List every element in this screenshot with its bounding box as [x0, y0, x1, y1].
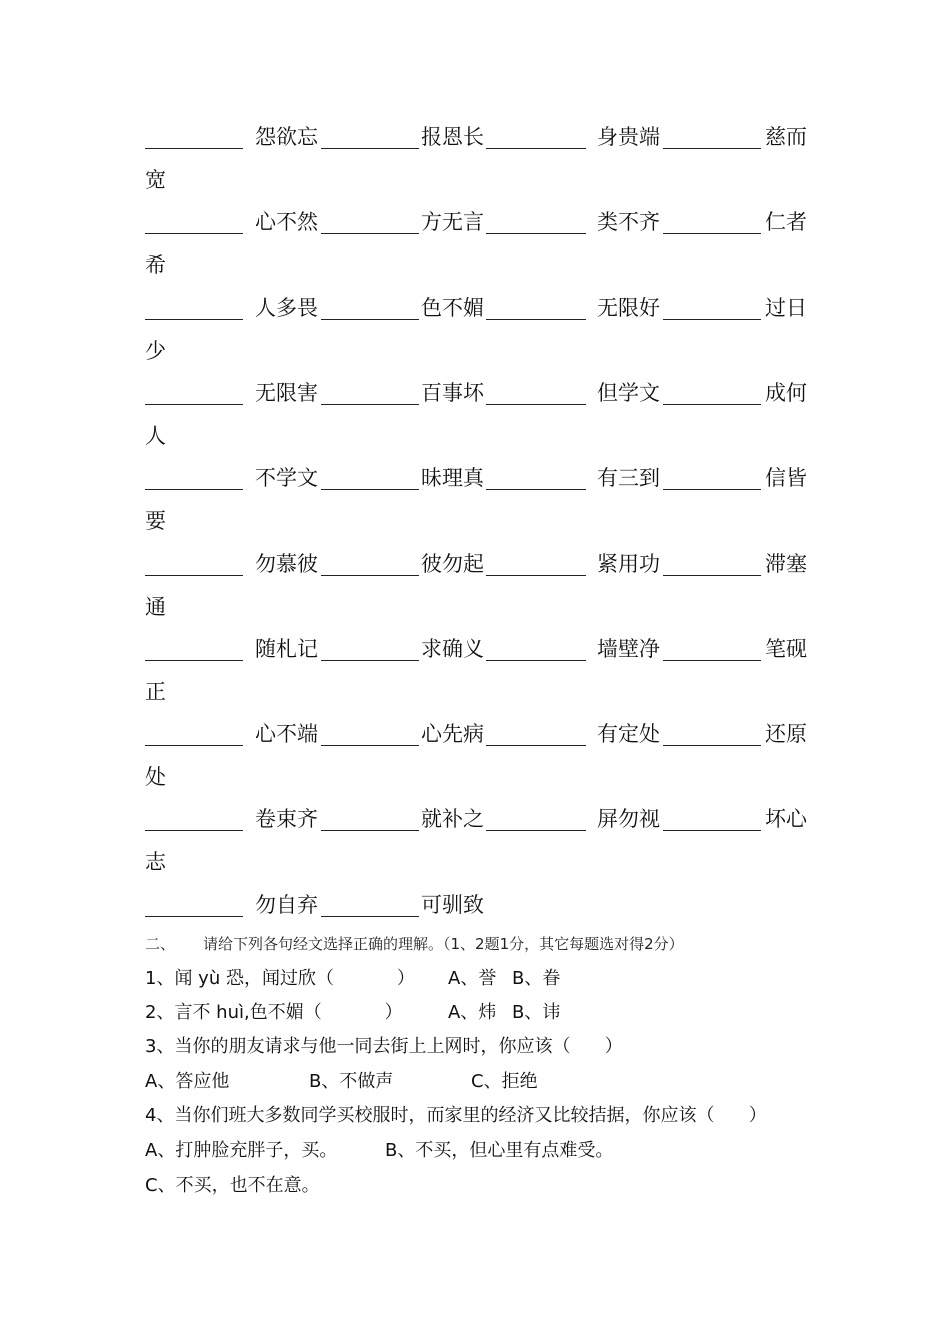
- fill-in-row: [145, 714, 815, 754]
- phrase-text: 报恩长: [421, 125, 484, 149]
- wrapped-char: 宽: [145, 168, 166, 192]
- answer-blank[interactable]: [486, 660, 586, 661]
- phrase-text: 仁者: [765, 210, 807, 234]
- question-2-option-b: B、讳: [512, 1002, 561, 1023]
- phrase-text: 成何: [765, 381, 807, 405]
- wrapped-char: 志: [145, 850, 166, 874]
- question-1-stem: 1、闻 yù 恐，闻过欣（ ）: [145, 968, 415, 989]
- phrase-text: 心不端: [255, 722, 318, 746]
- phrase-text: 可驯致: [421, 893, 484, 917]
- question-3-stem: 3、当你的朋友请求与他一同去街上上网时，你应该（ ）: [145, 1036, 623, 1057]
- answer-blank[interactable]: [145, 489, 243, 490]
- answer-blank[interactable]: [663, 660, 761, 661]
- question-3-option-a: A、答应他: [145, 1071, 230, 1092]
- answer-blank[interactable]: [321, 404, 419, 405]
- phrase-text: 无限好: [597, 296, 660, 320]
- answer-blank[interactable]: [486, 319, 586, 320]
- phrase-text: 心不然: [255, 210, 318, 234]
- phrase-text: 紧用功: [597, 552, 660, 576]
- phrase-text: 卷束齐: [255, 807, 318, 831]
- question-4: [145, 1101, 767, 1131]
- fill-in-row: [145, 117, 815, 157]
- answer-blank[interactable]: [145, 233, 243, 234]
- answer-blank[interactable]: [663, 233, 761, 234]
- answer-blank[interactable]: [321, 233, 419, 234]
- phrase-text: 不学文: [255, 466, 318, 490]
- fill-in-row: [145, 202, 815, 242]
- section-2-header: [145, 929, 684, 959]
- phrase-text: 身贵端: [597, 125, 660, 149]
- answer-blank[interactable]: [145, 830, 243, 831]
- phrase-text: 类不齐: [597, 210, 660, 234]
- question-4-option-b: B、不买，但心里有点难受。: [385, 1140, 614, 1161]
- phrase-text: 还原: [765, 722, 807, 746]
- fill-in-row: [145, 458, 815, 498]
- phrase-text: 色不媚: [421, 296, 484, 320]
- fill-in-row: [145, 288, 815, 328]
- section-2-title: 请给下列各句经文选择正确的理解。（1、2题1分，其它每题选对得2分）: [203, 935, 684, 953]
- answer-blank[interactable]: [486, 489, 586, 490]
- question-3-option-b: B、不做声: [309, 1071, 394, 1092]
- fill-in-row: [145, 799, 815, 839]
- answer-blank[interactable]: [486, 404, 586, 405]
- phrase-text: 有定处: [597, 722, 660, 746]
- phrase-text: 但学文: [597, 381, 660, 405]
- answer-blank[interactable]: [321, 660, 419, 661]
- answer-blank[interactable]: [486, 745, 586, 746]
- fill-in-row: [145, 629, 815, 669]
- question-2-stem: 2、言不 huì,色不媚（ ）: [145, 1002, 403, 1023]
- phrase-text: 怨欲忘: [255, 125, 318, 149]
- answer-blank[interactable]: [145, 575, 243, 576]
- question-3-option-c: C、拒绝: [471, 1071, 538, 1092]
- question-4-option-a: A、打肿脸充胖子，买。: [145, 1140, 338, 1161]
- answer-blank[interactable]: [486, 575, 586, 576]
- question-4-option-c-line: [145, 1171, 320, 1201]
- question-3-options: [145, 1067, 538, 1097]
- question-1-option-b: B、眷: [512, 968, 561, 989]
- answer-blank[interactable]: [145, 916, 243, 917]
- phrase-text: 彼勿起: [421, 552, 484, 576]
- answer-blank[interactable]: [145, 745, 243, 746]
- answer-blank[interactable]: [321, 148, 419, 149]
- answer-blank[interactable]: [321, 319, 419, 320]
- answer-blank[interactable]: [145, 319, 243, 320]
- phrase-text: 信皆: [765, 466, 807, 490]
- wrapped-char: 通: [145, 595, 166, 619]
- answer-blank[interactable]: [663, 575, 761, 576]
- wrapped-char: 人: [145, 424, 166, 448]
- fill-in-row: [145, 373, 815, 413]
- phrase-text: 滞塞: [765, 552, 807, 576]
- answer-blank[interactable]: [486, 233, 586, 234]
- phrase-text: 心先病: [421, 722, 484, 746]
- phrase-text: 笔砚: [765, 637, 807, 661]
- question-1-option-a: A、誉: [448, 968, 497, 989]
- phrase-text: 随札记: [255, 637, 318, 661]
- question-2-option-a: A、炜: [448, 1002, 497, 1023]
- phrase-text: 就补之: [421, 807, 484, 831]
- answer-blank[interactable]: [145, 660, 243, 661]
- phrase-text: 百事坏: [421, 381, 484, 405]
- wrapped-char: 正: [145, 680, 166, 704]
- question-2: [145, 998, 561, 1028]
- phrase-text: 人多畏: [255, 296, 318, 320]
- answer-blank[interactable]: [145, 148, 243, 149]
- answer-blank[interactable]: [321, 916, 419, 917]
- wrapped-char: 希: [145, 253, 166, 277]
- question-4-option-c: C、不买，也不在意。: [145, 1175, 320, 1196]
- answer-blank[interactable]: [321, 489, 419, 490]
- answer-blank[interactable]: [663, 404, 761, 405]
- question-3: [145, 1032, 623, 1062]
- phrase-text: 墙壁净: [597, 637, 660, 661]
- phrase-text: 勿自弃: [255, 893, 318, 917]
- fill-in-row: [145, 544, 815, 584]
- answer-blank[interactable]: [321, 830, 419, 831]
- answer-blank[interactable]: [663, 745, 761, 746]
- phrase-text: 屏勿视: [597, 807, 660, 831]
- phrase-text: 有三到: [597, 466, 660, 490]
- wrapped-char: 处: [145, 765, 166, 789]
- answer-blank[interactable]: [321, 575, 419, 576]
- phrase-text: 过日: [765, 296, 807, 320]
- wrapped-char: 要: [145, 509, 166, 533]
- fill-in-row: [145, 885, 815, 925]
- answer-blank[interactable]: [663, 319, 761, 320]
- answer-blank[interactable]: [321, 745, 419, 746]
- answer-blank[interactable]: [663, 148, 761, 149]
- question-4-stem: 4、当你们班大多数同学买校服时，而家里的经济又比较拮据，你应该（ ）: [145, 1105, 767, 1126]
- answer-blank[interactable]: [486, 148, 586, 149]
- answer-blank[interactable]: [486, 830, 586, 831]
- phrase-text: 无限害: [255, 381, 318, 405]
- phrase-text: 坏心: [765, 807, 807, 831]
- phrase-text: 昧理真: [421, 466, 484, 490]
- answer-blank[interactable]: [145, 404, 243, 405]
- answer-blank[interactable]: [663, 830, 761, 831]
- question-1: [145, 964, 561, 994]
- answer-blank[interactable]: [663, 489, 761, 490]
- phrase-text: 方无言: [421, 210, 484, 234]
- wrapped-char: 少: [145, 339, 166, 363]
- question-4-options: [145, 1136, 614, 1166]
- phrase-text: 慈而: [765, 125, 807, 149]
- phrase-text: 勿慕彼: [255, 552, 318, 576]
- phrase-text: 求确义: [421, 637, 484, 661]
- section-2-number: 二、: [145, 935, 176, 953]
